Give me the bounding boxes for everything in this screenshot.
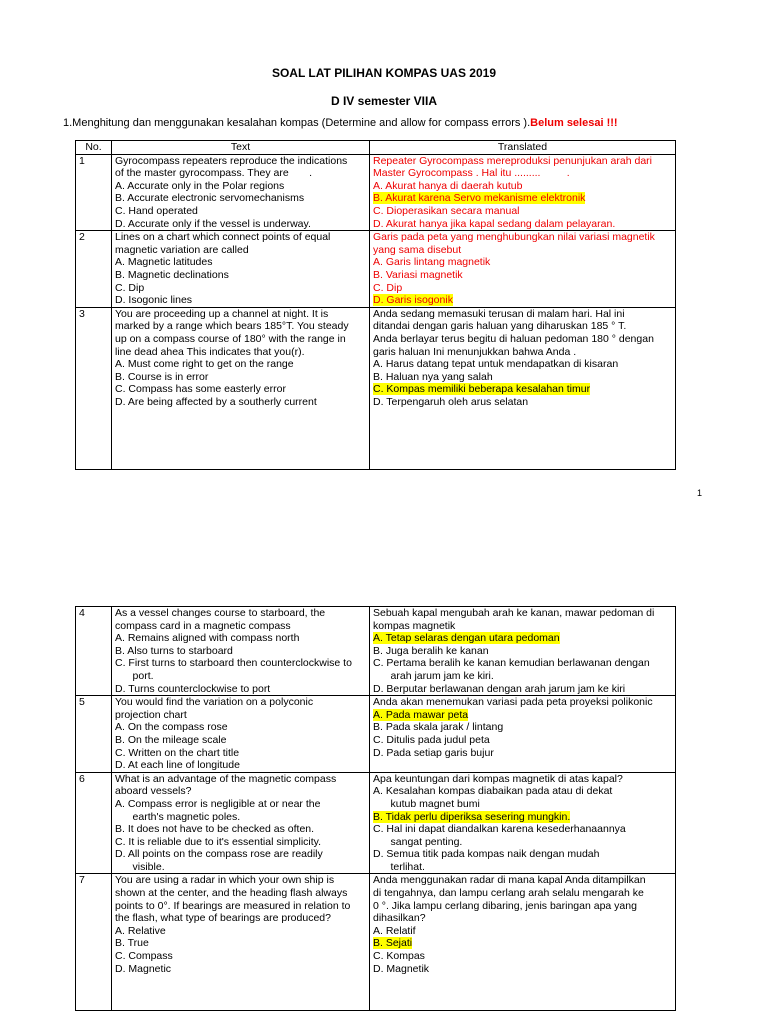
question-text-line: Gyrocompass repeaters reproduce the indications [115,154,348,167]
translated-line [373,269,672,282]
translated-line-text: garis haluan Ini menunjukkan bahwa Anda . [373,345,577,358]
question-text-cell [112,231,370,308]
translated-line-text: A. Akurat hanya di daerah kutub [373,179,523,192]
question-text-line: D. Accurate only if the vessel is underway. [115,217,311,230]
translated-line-text: C. Ditulis pada judul peta [373,733,490,746]
translated-line [373,155,672,168]
question-text-line: You would find the variation on a polyconic [115,696,314,709]
translated-line-text: terlihat. [373,860,425,873]
intro-text: 1.Menghitung dan menggunakan kesalahan kompas (Determine and allow for compass errors ). [63,117,531,129]
table-row [76,607,676,696]
translated-text-cell [370,696,676,773]
translated-line-text: Anda menggunakan radar di mana kapal Anda ditampilkan [373,874,646,887]
question-text-line: of the master gyrocompass. They are . [115,167,313,180]
translated-line [373,861,672,874]
translated-line [373,620,672,633]
translated-line [373,218,672,231]
translated-line [373,383,672,396]
translated-line-text: D. Terpengaruh oleh arus selatan [373,395,529,408]
question-text-line: C. Hand operated [115,204,198,217]
translated-text-cell [370,874,676,1011]
question-text-line: magnetic variation are called [115,243,249,256]
translated-line-text: Sebuah kapal mengubah arah ke kanan, mawar pedoman di [373,607,655,619]
question-text-line: B. Magnetic declinations [115,268,229,281]
translated-line [373,180,672,193]
question-text-line: B. It does not have to be checked as often. [115,823,315,836]
question-number: 2 [76,231,112,308]
question-text-line: C. Compass has some easterly error [115,383,286,396]
translated-line [373,734,672,747]
question-text-line: C. First turns to starboard then counterclockwise to [115,657,352,670]
translated-line-text: C. Hal ini dapat diandalkan karena kesederhanaannya [373,823,626,836]
question-text-line: the flash, what type of bearings are produced? [115,912,331,925]
table-row [76,154,676,231]
page-number: 1 [697,488,703,498]
translated-line-text: dihasilkan? [373,912,426,925]
question-text-cell [112,154,370,231]
question-text-line: port. [115,669,154,682]
question-text-line: visible. [115,860,165,873]
translated-line [373,205,672,218]
table-header-row [76,141,676,155]
question-text-line: B. True [115,937,149,950]
question-text-line: C. Written on the chart title [115,746,240,759]
question-text-line: B. Also turns to starboard [115,644,233,657]
translated-line-text: D. Garis isogonik [373,294,453,307]
translated-line-text: B. Haluan nya yang salah [373,370,493,383]
translated-line-text: C. Kompas memiliki beberapa kesalahan timur [373,383,591,396]
question-text-cell [112,772,370,874]
question-number: 4 [76,607,112,696]
translated-line-text: C. Dip [373,281,403,294]
translated-line [373,709,672,722]
translated-line-text: B. Pada skala jarak / lintang [373,721,504,734]
translated-line-text: A. Pada mawar peta [373,708,469,721]
question-text-line: points to 0°. If bearings are measured in relation to [115,899,351,912]
translated-line [373,887,672,900]
translated-line [373,696,672,709]
translated-line-text: A. Harus datang tepat untuk mendapatkan di kisaran [373,358,619,371]
question-text-line: What is an advantage of the magnetic compass [115,772,337,785]
question-text-line: As a vessel changes course to starboard, the [115,607,326,619]
question-number: 6 [76,772,112,874]
translated-line-text: A. Relatif [373,924,416,937]
translated-line-text: B. Sejati [373,937,413,950]
question-text-line: compass card in a magnetic compass [115,619,291,632]
translated-line [373,683,672,696]
translated-line-text: D. Magnetik [373,962,430,975]
question-number: 7 [76,874,112,1011]
translated-line-text: Anda akan menemukan variasi pada peta proyeksi polikonic [373,696,653,709]
translated-line [373,294,672,307]
translated-line [373,950,672,963]
question-text-line: marked by a range which bears 185°T. You steady [115,320,349,333]
question-text-line: C. It is reliable due to it's essential simplicity. [115,835,322,848]
translated-text-cell [370,154,676,231]
translated-line-text: Master Gyrocompass . Hal itu ......... . [373,167,570,180]
question-text-cell [112,307,370,469]
document-title: SOAL LAT PILIHAN KOMPAS UAS 2019 [271,66,497,80]
question-text-cell [112,874,370,1011]
document-subtitle: D IV semester VIIA [330,94,438,108]
question-text-line: B. On the mileage scale [115,733,227,746]
question-text-line: D. Isogonic lines [115,294,193,307]
translated-line [373,282,672,295]
translated-line-text: D. Semua titik pada kompas naik dengan mudah [373,848,600,861]
translated-line-text: D. Pada setiap garis bujur [373,746,494,759]
translated-line [373,900,672,913]
translated-line [373,747,672,760]
table-body-page2 [76,607,676,1011]
question-text-line: C. Dip [115,281,145,294]
translated-text-cell [370,772,676,874]
translated-line [373,798,672,811]
questions-table-page2 [75,606,676,1011]
translated-text-cell [370,231,676,308]
translated-line [373,396,672,409]
question-text-line: D. All points on the compass rose are readily [115,848,323,861]
translated-line-text: A. Garis lintang magnetik [373,256,491,269]
table-row [76,874,676,1011]
translated-line-text: kompas magnetik [373,619,456,632]
translated-line-text: C. Pertama beralih ke kanan kemudian berlawanan dengan [373,657,650,670]
translated-line-text: A. Tetap selaras dengan utara pedoman [373,632,560,645]
translated-line [373,925,672,938]
question-text-line: C. Compass [115,950,173,963]
translated-line-text: kutub magnet bumi [373,797,480,810]
question-number: 3 [76,307,112,469]
header-no: No. [76,141,112,155]
translated-line-text: Repeater Gyrocompass mereproduksi penunjukan arah dari [373,154,652,167]
translated-line-text: yang sama disebut [373,243,462,256]
translated-line [373,346,672,359]
translated-line-text: B. Akurat karena Servo mekanisme elektronik [373,192,586,205]
translated-line [373,231,672,244]
translated-line [373,836,672,849]
translated-line [373,308,672,321]
table-row [76,231,676,308]
question-text-line: projection chart [115,708,187,721]
translated-line-text: 0 °. Jika lampu cerlang dibaring, jenis baringan apa yang [373,899,637,912]
question-text-line: A. Relative [115,924,166,937]
translated-line [373,874,672,887]
translated-line-text: Anda berlayar terus begitu di haluan pedoman 180 ° dengan [373,332,654,345]
translated-line [373,371,672,384]
translated-line [373,244,672,257]
table-row [76,696,676,773]
translated-line-text: Anda sedang memasuki terusan di malam hari. Hal ini [373,307,625,320]
translated-line [373,167,672,180]
translated-line-text: Apa keuntungan dari kompas magnetik di atas kapal? [373,772,623,785]
table-row [76,772,676,874]
translated-line [373,358,672,371]
translated-line [373,721,672,734]
translated-line [373,256,672,269]
translated-line [373,785,672,798]
translated-line [373,848,672,861]
table-row [76,307,676,469]
translated-line [373,607,672,620]
table-body-page1 [76,154,676,469]
question-text-line: D. Magnetic [115,962,172,975]
question-text-line: A. Must come right to get on the range [115,358,294,371]
question-number: 1 [76,154,112,231]
header-translated: Translated [370,141,676,155]
translated-line [373,963,672,976]
question-text-line: A. Compass error is negligible at or near the [115,797,321,810]
translated-line [373,192,672,205]
question-text-line: A. Remains aligned with compass north [115,632,300,645]
translated-line [373,320,672,333]
question-text-line: shown at the center, and the heading flash always [115,887,348,900]
questions-table-page1 [75,140,676,470]
question-number: 5 [76,696,112,773]
translated-line [373,773,672,786]
question-text-line: B. Course is in error [115,370,209,383]
translated-line-text: di tengahnya, dan lampu cerlang arah selalu mengarah ke [373,887,644,900]
question-text-line: earth's magnetic poles. [115,810,241,823]
question-text-line: A. On the compass rose [115,721,228,734]
translated-line-text: B. Juga beralih ke kanan [373,644,489,657]
question-text-cell [112,696,370,773]
header-text: Text [112,141,370,155]
translated-line [373,645,672,658]
translated-line-text: B. Variasi magnetik [373,268,463,281]
question-text-line: A. Magnetic latitudes [115,256,213,269]
translated-line-text: ditandai dengan garis haluan yang diharuskan 185 ° T. [373,320,627,333]
intro-status: Belum selesai !!! [530,117,618,129]
question-text-line: You are proceeding up a channel at night. It is [115,307,329,320]
question-text-line: up on a compass course of 180° with the range in [115,332,346,345]
translated-line-text: arah jarum jam ke kiri. [373,669,494,682]
translated-text-cell [370,607,676,696]
translated-line [373,823,672,836]
intro-line [63,117,618,129]
translated-line-text: C. Dioperasikan secara manual [373,204,520,217]
translated-line [373,912,672,925]
translated-line [373,657,672,670]
translated-line [373,937,672,950]
translated-line-text: A. Kesalahan kompas diabaikan pada atau di dekat [373,785,613,798]
question-text-line: A. Accurate only in the Polar regions [115,179,285,192]
question-text-line: B. Accurate electronic servomechanisms [115,192,305,205]
translated-line-text: B. Tidak perlu diperiksa sesering mungkin. [373,810,571,823]
translated-line-text: D. Akurat hanya jika kapal sedang dalam pelayaran. [373,217,616,230]
question-text-line: You are using a radar in which your own ship is [115,874,335,887]
question-text-cell [112,607,370,696]
translated-line [373,632,672,645]
translated-line [373,333,672,346]
translated-text-cell [370,307,676,469]
question-text-line: D. Are being affected by a southerly current [115,395,317,408]
translated-line [373,811,672,824]
translated-line-text: Garis pada peta yang menghubungkan nilai variasi magnetik [373,231,655,244]
question-text-line: aboard vessels? [115,785,192,798]
question-text-line: D. Turns counterclockwise to port [115,682,271,695]
translated-line-text: D. Berputar berlawanan dengan arah jarum jam ke kiri [373,682,626,695]
question-text-line: line dead ahea This indicates that you(r). [115,345,305,358]
translated-line-text: sangat penting. [373,835,463,848]
question-text-line: D. At each line of longitude [115,759,240,772]
question-text-line: Lines on a chart which connect points of equal [115,231,331,244]
translated-line [373,670,672,683]
translated-line-text: C. Kompas [373,950,425,963]
